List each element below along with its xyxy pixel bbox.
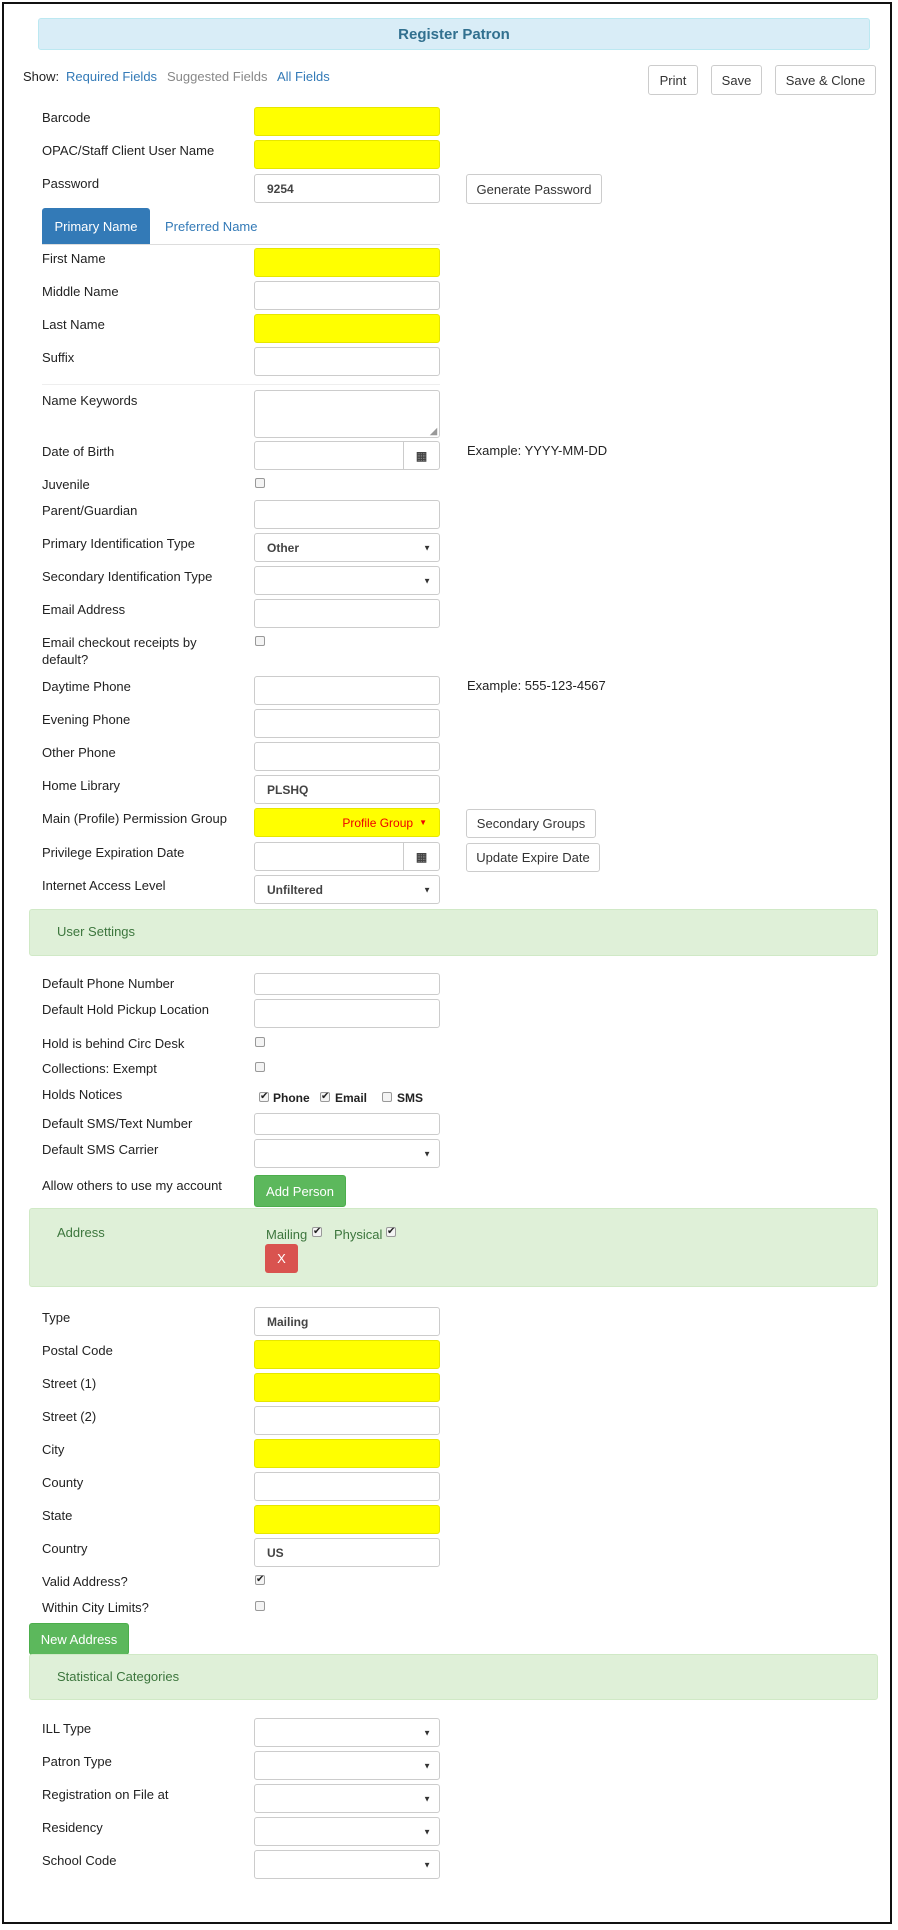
secondary-id-label: Secondary Identification Type	[42, 569, 213, 584]
hold-behind-desk-label: Hold is behind Circ Desk	[42, 1036, 185, 1051]
privilege-expiration-label: Privilege Expiration Date	[42, 845, 185, 860]
email-receipts-line2: default?	[42, 652, 89, 667]
valid-address-label: Valid Address?	[42, 1574, 128, 1589]
evening-phone-label: Evening Phone	[42, 712, 131, 727]
user-settings-section[interactable]	[29, 909, 878, 956]
print-button[interactable]: Print	[648, 65, 698, 95]
name-keywords-textarea[interactable]	[254, 390, 440, 438]
daytime-phone-input[interactable]	[254, 676, 440, 705]
parent-guardian-label: Parent/Guardian	[42, 503, 138, 518]
physical-checkbox[interactable]: ✔	[387, 1226, 396, 1237]
city-label: City	[42, 1442, 65, 1457]
default-pickup-input[interactable]	[254, 999, 440, 1028]
first-name-input[interactable]	[254, 248, 440, 277]
caret-down-icon: ▼	[423, 1860, 431, 1869]
email-label: Email Address	[42, 602, 126, 617]
tab-primary-name[interactable]: Primary Name	[42, 208, 150, 244]
ill-type-select[interactable]	[254, 1718, 440, 1747]
save-clone-button[interactable]: Save & Clone	[775, 65, 876, 95]
registration-label: Registration on File at	[42, 1787, 169, 1802]
dob-input[interactable]	[254, 441, 440, 470]
last-name-input[interactable]	[254, 314, 440, 343]
street2-label: Street (2)	[42, 1409, 97, 1424]
sms-number-label: Default SMS/Text Number	[42, 1116, 193, 1131]
calendar-icon[interactable]: ▦	[403, 843, 439, 870]
allow-others-label: Allow others to use my account	[42, 1178, 222, 1193]
home-library-input[interactable]: PLSHQ	[254, 775, 440, 804]
dob-example: Example: YYYY-MM-DD	[467, 443, 608, 458]
school-code-select[interactable]	[254, 1850, 440, 1879]
address-type-input[interactable]: Mailing	[254, 1307, 440, 1336]
collections-exempt-label: Collections: Exempt	[42, 1061, 157, 1076]
caret-down-icon: ▼	[423, 885, 431, 894]
notice-email-checkbox[interactable]: ✔	[321, 1091, 330, 1102]
statistical-categories-header: Statistical Categories	[57, 1669, 180, 1684]
resize-handle-icon[interactable]: ◢	[430, 426, 437, 436]
sms-carrier-label: Default SMS Carrier	[42, 1142, 159, 1157]
parent-guardian-input[interactable]	[254, 500, 440, 529]
permission-group-select[interactable]	[254, 808, 440, 837]
page-title: Register Patron	[38, 18, 870, 50]
notice-email-label: Email	[335, 1091, 368, 1105]
hold-behind-desk-checkbox[interactable]	[255, 1037, 265, 1047]
patron-type-select[interactable]	[254, 1751, 440, 1780]
mailing-label: Mailing	[266, 1227, 308, 1242]
sms-carrier-select[interactable]	[254, 1139, 440, 1168]
update-expire-date-button[interactable]: Update Expire Date	[466, 843, 600, 872]
middle-name-label: Middle Name	[42, 284, 119, 299]
juvenile-checkbox[interactable]	[255, 478, 265, 488]
other-phone-input[interactable]	[254, 742, 440, 771]
notice-phone-label: Phone	[273, 1091, 310, 1105]
notice-phone-checkbox[interactable]: ✔	[260, 1091, 269, 1102]
opac-username-label: OPAC/Staff Client User Name	[42, 143, 215, 158]
secondary-id-select[interactable]	[254, 566, 440, 595]
evening-phone-input[interactable]	[254, 709, 440, 738]
collections-exempt-checkbox[interactable]	[255, 1062, 265, 1072]
ill-type-label: ILL Type	[42, 1721, 92, 1736]
address-type-label: Type	[42, 1310, 71, 1325]
phone-example: Example: 555-123-4567	[467, 678, 606, 693]
registration-select[interactable]	[254, 1784, 440, 1813]
generate-password-button[interactable]: Generate Password	[466, 174, 602, 204]
suffix-input[interactable]	[254, 347, 440, 376]
state-input[interactable]	[254, 1505, 440, 1534]
county-input[interactable]	[254, 1472, 440, 1501]
street2-input[interactable]	[254, 1406, 440, 1435]
city-input[interactable]	[254, 1439, 440, 1468]
country-input[interactable]: US	[254, 1538, 440, 1567]
statistical-categories-section[interactable]	[29, 1654, 878, 1700]
street1-label: Street (1)	[42, 1376, 97, 1391]
name-divider	[42, 384, 440, 385]
secondary-groups-button[interactable]: Secondary Groups	[466, 809, 596, 838]
country-label: Country	[42, 1541, 88, 1556]
middle-name-input[interactable]	[254, 281, 440, 310]
caret-down-icon: ▼	[423, 1761, 431, 1770]
caret-down-icon: ▼	[423, 1728, 431, 1737]
default-pickup-label: Default Hold Pickup Location	[42, 1002, 209, 1017]
new-address-button[interactable]: New Address	[29, 1623, 129, 1655]
home-library-label: Home Library	[42, 778, 121, 793]
within-city-checkbox[interactable]	[255, 1601, 265, 1611]
barcode-label: Barcode	[42, 110, 91, 125]
show-required-link[interactable]: Required Fields	[66, 69, 158, 84]
opac-username-input[interactable]	[254, 140, 440, 169]
caret-down-icon: ▼	[423, 1827, 431, 1836]
physical-label: Physical	[334, 1227, 383, 1242]
patron-type-label: Patron Type	[42, 1754, 112, 1769]
password-input[interactable]: 9254	[254, 174, 440, 203]
internet-access-label: Internet Access Level	[42, 878, 166, 893]
tab-preferred-name[interactable]: Preferred Name	[165, 219, 258, 234]
within-city-label: Within City Limits?	[42, 1600, 149, 1615]
caret-down-icon: ▼	[423, 1149, 431, 1158]
internet-access-select[interactable]	[254, 875, 440, 904]
residency-label: Residency	[42, 1820, 103, 1835]
street1-input[interactable]	[254, 1373, 440, 1402]
default-phone-label: Default Phone Number	[42, 976, 175, 991]
password-label: Password	[42, 176, 100, 191]
show-label: Show:	[23, 69, 60, 84]
user-settings-header: User Settings	[57, 924, 136, 939]
name-keywords-label: Name Keywords	[42, 393, 138, 408]
notice-sms-checkbox[interactable]	[382, 1092, 392, 1102]
postal-code-input[interactable]	[254, 1340, 440, 1369]
caret-down-icon: ▼	[423, 543, 431, 552]
email-receipts-checkbox[interactable]	[255, 636, 265, 646]
show-all-link[interactable]: All Fields	[277, 69, 330, 84]
calendar-icon[interactable]: ▦	[403, 442, 439, 469]
county-label: County	[42, 1475, 84, 1490]
other-phone-label: Other Phone	[42, 745, 116, 760]
last-name-label: Last Name	[42, 317, 105, 332]
add-person-button[interactable]: Add Person	[254, 1175, 346, 1207]
address-header: Address	[57, 1225, 105, 1240]
permission-group-label: Main (Profile) Permission Group	[42, 811, 227, 826]
primary-id-label: Primary Identification Type	[42, 536, 195, 551]
internet-access-value: Unfiltered	[267, 882, 324, 897]
patron-form-frame	[2, 2, 892, 1924]
email-input[interactable]	[254, 599, 440, 628]
delete-address-button[interactable]: X	[265, 1244, 298, 1273]
dob-label: Date of Birth	[42, 444, 115, 459]
school-code-label: School Code	[42, 1853, 117, 1868]
default-phone-input[interactable]	[254, 973, 440, 995]
tab-divider	[42, 244, 440, 245]
email-receipts-line1: Email checkout receipts by	[42, 635, 197, 650]
save-button[interactable]: Save	[711, 65, 762, 95]
privilege-expiration-input[interactable]	[254, 842, 440, 871]
first-name-label: First Name	[42, 251, 106, 266]
sms-number-input[interactable]	[254, 1113, 440, 1135]
postal-code-label: Postal Code	[42, 1343, 113, 1358]
state-label: State	[42, 1508, 73, 1523]
caret-down-icon: ▼	[423, 1794, 431, 1803]
residency-select[interactable]	[254, 1817, 440, 1846]
notice-sms-label: SMS	[397, 1091, 424, 1105]
valid-address-checkbox[interactable]: ✔	[256, 1574, 265, 1585]
suffix-label: Suffix	[42, 350, 75, 365]
barcode-input[interactable]	[254, 107, 440, 136]
show-suggested-link[interactable]: Suggested Fields	[167, 69, 268, 84]
primary-id-value: Other	[267, 540, 300, 555]
address-section[interactable]	[29, 1208, 878, 1287]
email-receipts-label	[42, 634, 242, 668]
permission-group-value: Profile Group	[342, 815, 414, 830]
primary-id-select[interactable]	[254, 533, 440, 562]
holds-notices-label: Holds Notices	[42, 1087, 123, 1102]
caret-down-icon: ▼	[423, 576, 431, 585]
daytime-phone-label: Daytime Phone	[42, 679, 131, 694]
juvenile-label: Juvenile	[42, 477, 90, 492]
mailing-checkbox[interactable]: ✔	[313, 1226, 322, 1237]
caret-down-icon: ▼	[419, 818, 427, 827]
